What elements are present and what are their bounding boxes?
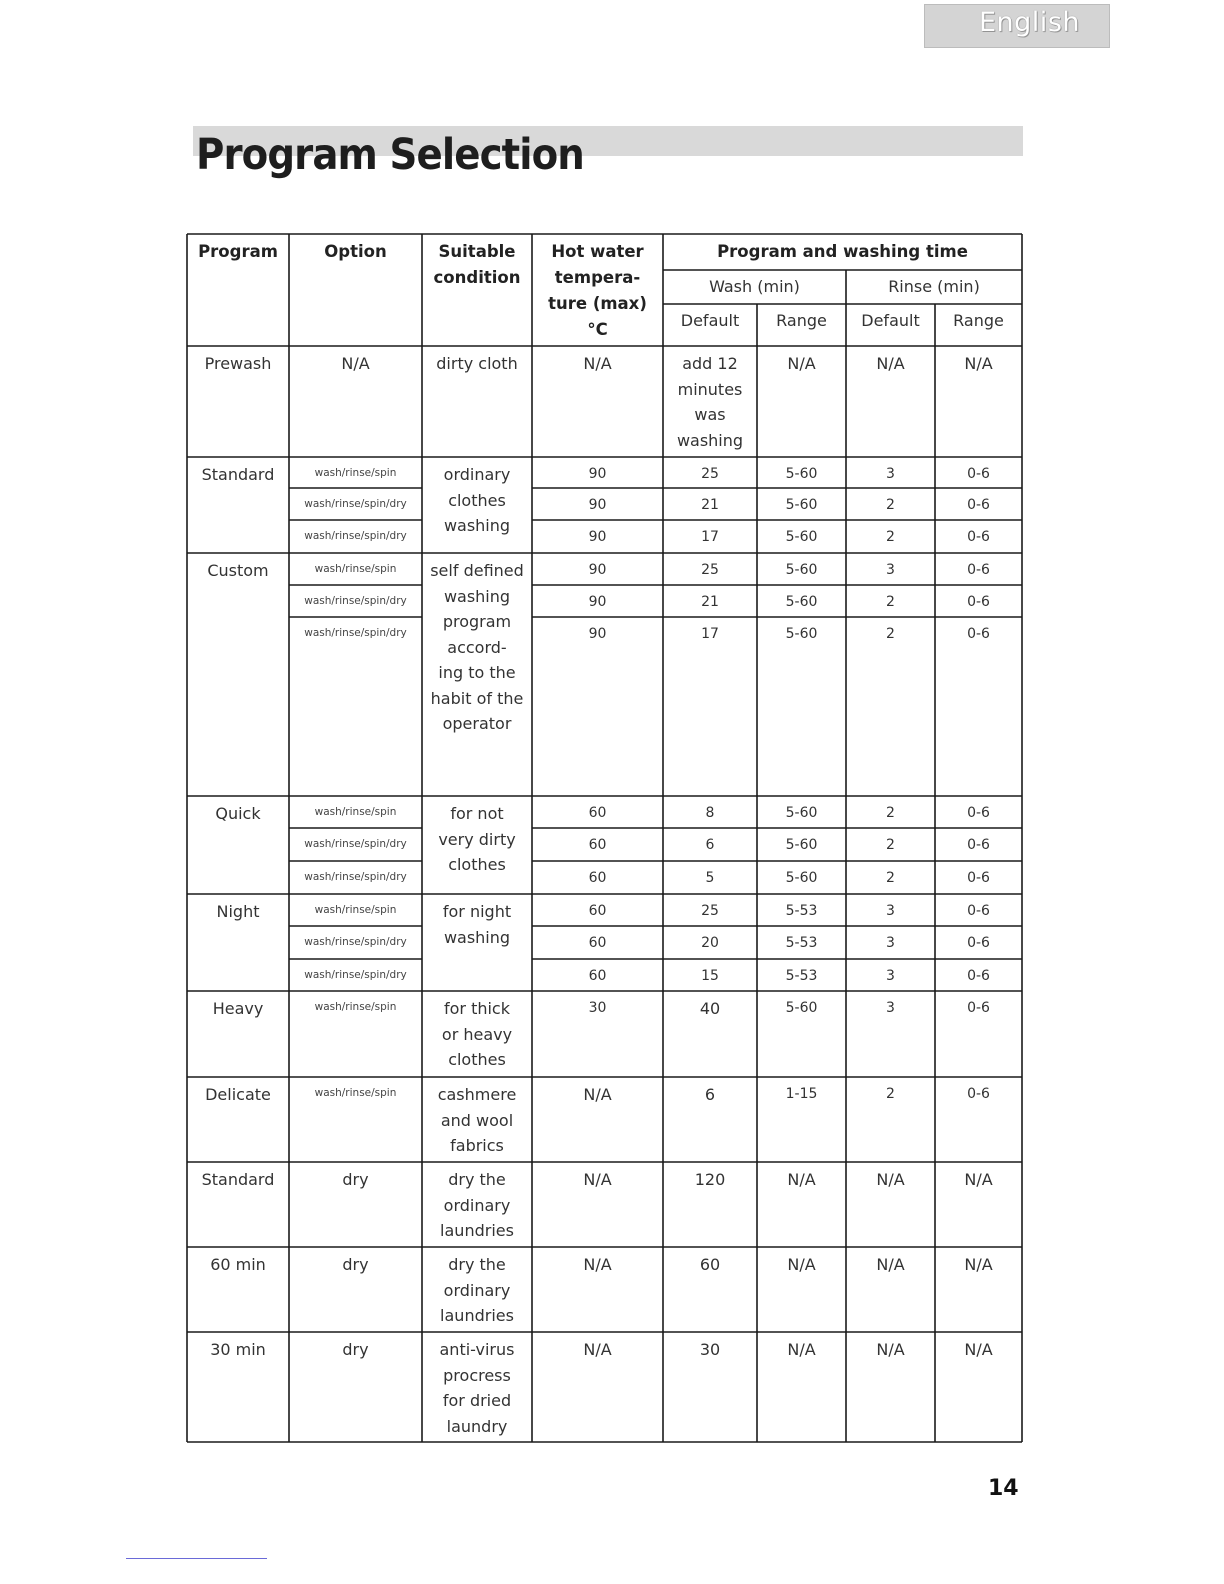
rinse-default-cell: 2 <box>886 529 895 545</box>
program-name: Night <box>216 902 260 921</box>
header-rinse-default: Default <box>861 311 920 330</box>
option-cell: wash/rinse/spin <box>314 904 397 916</box>
wash-default-cell: 21 <box>701 594 719 610</box>
wash-default-cell: 120 <box>694 1170 726 1189</box>
suitable-condition: washing <box>443 927 511 947</box>
hot-water-cell: 60 <box>588 837 607 853</box>
rinse-default-cell: N/A <box>876 354 905 373</box>
suitable-condition: laundries <box>440 1306 514 1325</box>
wash-default-cell: 8 <box>705 805 715 821</box>
header-wash-default: Default <box>680 311 740 330</box>
rinse-range-cell: 0-6 <box>967 529 990 545</box>
suitable-condition: ordinary <box>443 1195 511 1215</box>
wash-default-cell: 25 <box>701 903 719 919</box>
wash-range-cell: 5-60 <box>785 1000 818 1016</box>
wash-range-cell: 5-60 <box>785 497 818 513</box>
header-hot-water: ture (max) <box>548 294 647 313</box>
suitable-condition: for night <box>442 902 512 921</box>
rinse-range-cell: 0-6 <box>967 562 990 578</box>
option-cell: wash/rinse/spin/dry <box>304 838 407 850</box>
suitable-condition: dry the <box>448 1170 506 1189</box>
rinse-range-cell: 0-6 <box>967 805 990 821</box>
wash-range-cell: 5-60 <box>785 870 818 886</box>
rinse-default-cell: N/A <box>876 1255 905 1274</box>
suitable-condition: habit of the <box>430 688 524 708</box>
suitable-condition: clothes <box>448 855 506 874</box>
language-label: English <box>979 7 1080 38</box>
hot-water-cell: 60 <box>588 968 607 984</box>
suitable-condition: anti-virus <box>439 1340 515 1359</box>
hot-water-cell: 90 <box>588 497 607 513</box>
rinse-range-cell: N/A <box>964 354 993 373</box>
rinse-range-cell: 0-6 <box>967 1000 990 1016</box>
suitable-condition: washing <box>443 516 511 535</box>
rinse-range-cell: N/A <box>964 1340 993 1359</box>
option-cell: wash/rinse/spin <box>314 563 397 575</box>
suitable-condition: washing <box>443 586 511 606</box>
wash-default-cell: 17 <box>701 529 719 545</box>
header-rinse: Rinse (min) <box>888 277 980 296</box>
rinse-range-cell: 0-6 <box>967 968 990 984</box>
suitable-condition: very dirty <box>438 829 516 849</box>
program-name: 60 min <box>210 1255 266 1274</box>
wash-default-cell: minutes <box>677 379 743 399</box>
suitable-condition: laundry <box>446 1416 508 1436</box>
program-name: Prewash <box>204 354 272 373</box>
wash-range-cell: 5-60 <box>785 594 818 610</box>
page-number: 14 <box>988 1476 1019 1501</box>
suitable-condition: operator <box>442 714 512 733</box>
wash-default-cell: 21 <box>701 497 719 513</box>
option-cell: wash/rinse/spin/dry <box>304 530 407 542</box>
suitable-condition: dirty cloth <box>436 354 518 373</box>
option-cell: wash/rinse/spin/dry <box>304 936 407 948</box>
rinse-default-cell: 2 <box>886 1086 895 1102</box>
hot-water-cell: N/A <box>583 1255 612 1274</box>
suitable-condition: accord- <box>447 637 507 657</box>
suitable-condition: for dried <box>442 1391 512 1410</box>
rinse-default-cell: 2 <box>886 805 895 821</box>
header-hot-water: tempera- <box>554 268 641 287</box>
header-wash: Wash (min) <box>709 277 800 296</box>
rinse-default-cell: 2 <box>886 594 895 610</box>
suitable-condition: cashmere <box>437 1085 517 1104</box>
program-name: Heavy <box>212 999 264 1018</box>
wash-default-cell: 30 <box>699 1340 721 1359</box>
option-cell: wash/rinse/spin/dry <box>304 969 407 981</box>
rinse-range-cell: 0-6 <box>967 1086 990 1102</box>
wash-default-cell: 6 <box>705 837 715 853</box>
header-program: Program <box>198 242 278 261</box>
rinse-range-cell: 0-6 <box>967 497 990 513</box>
wash-range-cell: 5-60 <box>785 837 818 853</box>
wash-range-cell: 5-60 <box>785 626 818 642</box>
wash-range-cell: 5-60 <box>785 466 818 482</box>
hot-water-cell: N/A <box>583 1340 612 1359</box>
wash-default-cell: was <box>694 405 726 424</box>
rinse-range-cell: 0-6 <box>967 837 990 853</box>
wash-range-cell: N/A <box>787 1255 816 1274</box>
suitable-condition: or heavy <box>441 1024 513 1044</box>
option-cell: wash/rinse/spin <box>314 467 397 479</box>
option-cell: wash/rinse/spin <box>314 1001 397 1013</box>
suitable-condition: for not <box>450 804 504 823</box>
wash-default-cell: 5 <box>705 870 715 886</box>
suitable-condition: dry the <box>448 1255 506 1274</box>
page-title: Program Selection <box>196 130 584 180</box>
wash-range-cell: 5-60 <box>785 562 818 578</box>
wash-default-cell: 15 <box>701 968 719 984</box>
rinse-default-cell: 3 <box>886 968 895 984</box>
option-cell: dry <box>342 1170 369 1189</box>
suitable-condition: laundries <box>440 1221 514 1240</box>
suitable-condition: ordinary <box>443 1280 511 1300</box>
header-wash-range: Range <box>776 311 827 330</box>
hot-water-cell: 90 <box>588 466 607 482</box>
rinse-default-cell: 3 <box>886 466 895 482</box>
option-cell: N/A <box>341 354 370 373</box>
wash-range-cell: N/A <box>787 1340 816 1359</box>
hot-water-cell: N/A <box>583 354 612 373</box>
header-program-time: Program and washing time <box>717 242 968 261</box>
suitable-condition: clothes <box>448 490 506 510</box>
hot-water-cell: 90 <box>588 562 607 578</box>
hot-water-cell: 60 <box>588 805 607 821</box>
header-hot-water: °C <box>587 320 608 339</box>
rinse-range-cell: 0-6 <box>967 466 990 482</box>
hot-water-cell: N/A <box>583 1085 612 1104</box>
program-name: Standard <box>201 1170 275 1189</box>
rinse-range-cell: 0-6 <box>967 870 990 886</box>
rinse-range-cell: 0-6 <box>967 594 990 610</box>
wash-range-cell: 5-60 <box>785 529 818 545</box>
rinse-default-cell: N/A <box>876 1340 905 1359</box>
wash-default-cell: 40 <box>699 999 721 1018</box>
suitable-condition: and wool <box>440 1110 514 1130</box>
rinse-default-cell: N/A <box>876 1170 905 1189</box>
header-hot-water: Hot water <box>551 242 644 261</box>
wash-default-cell: washing <box>676 430 744 450</box>
program-name: 30 min <box>210 1340 266 1359</box>
option-cell: wash/rinse/spin/dry <box>304 627 407 639</box>
wash-range-cell: 5-53 <box>785 968 818 984</box>
rinse-range-cell: 0-6 <box>967 626 990 642</box>
language-tab <box>924 4 1110 48</box>
program-name: Standard <box>201 465 275 484</box>
suitable-condition: procress <box>443 1365 511 1385</box>
wash-default-cell: 25 <box>701 562 719 578</box>
wash-range-cell: 5-53 <box>785 903 818 919</box>
rinse-default-cell: 3 <box>886 903 895 919</box>
rinse-range-cell: 0-6 <box>967 935 990 951</box>
option-cell: wash/rinse/spin <box>314 1087 397 1099</box>
suitable-condition: program <box>442 612 512 631</box>
option-cell: wash/rinse/spin/dry <box>304 595 407 607</box>
rinse-range-cell: N/A <box>964 1255 993 1274</box>
suitable-condition: ordinary <box>443 465 511 484</box>
header-suitable-condition: Suitable <box>438 242 516 261</box>
rinse-default-cell: 3 <box>886 562 895 578</box>
wash-default-cell: 17 <box>701 626 719 642</box>
hot-water-cell: 60 <box>588 870 607 886</box>
rinse-default-cell: 2 <box>886 497 895 513</box>
suitable-condition: for thick <box>443 999 510 1018</box>
hot-water-cell: 30 <box>588 1000 607 1016</box>
suitable-condition: clothes <box>448 1050 506 1069</box>
wash-default-cell: add 12 <box>682 354 738 373</box>
option-cell: wash/rinse/spin <box>314 806 397 818</box>
option-cell: wash/rinse/spin/dry <box>304 498 407 510</box>
header-suitable-condition: condition <box>433 268 521 287</box>
wash-default-cell: 60 <box>699 1255 721 1274</box>
wash-default-cell: 25 <box>701 466 719 482</box>
hot-water-cell: 90 <box>588 529 607 545</box>
wash-default-cell: 6 <box>704 1085 716 1104</box>
suitable-condition: self defined <box>430 561 524 580</box>
program-name: Custom <box>207 561 269 580</box>
header-rinse-range: Range <box>953 311 1004 330</box>
hot-water-cell: 60 <box>588 903 607 919</box>
rinse-default-cell: 2 <box>886 626 895 642</box>
wash-range-cell: N/A <box>787 1170 816 1189</box>
wash-range-cell: 5-53 <box>785 935 818 951</box>
program-name: Quick <box>215 804 261 823</box>
wash-range-cell: 5-60 <box>785 805 818 821</box>
option-cell: dry <box>342 1255 369 1274</box>
header-option: Option <box>324 242 387 261</box>
suitable-condition: fabrics <box>450 1136 504 1155</box>
rinse-default-cell: 2 <box>886 837 895 853</box>
rinse-default-cell: 3 <box>886 1000 895 1016</box>
rinse-default-cell: 2 <box>886 870 895 886</box>
hot-water-cell: N/A <box>583 1170 612 1189</box>
option-cell: wash/rinse/spin/dry <box>304 871 407 883</box>
rinse-default-cell: 3 <box>886 935 895 951</box>
program-name: Delicate <box>205 1085 271 1104</box>
option-cell: dry <box>342 1340 369 1359</box>
rinse-range-cell: 0-6 <box>967 903 990 919</box>
wash-default-cell: 20 <box>701 935 719 951</box>
rinse-range-cell: N/A <box>964 1170 993 1189</box>
hot-water-cell: 60 <box>588 935 607 951</box>
suitable-condition: ing to the <box>438 663 516 682</box>
hot-water-cell: 90 <box>588 626 607 642</box>
footer-rule <box>126 1558 267 1559</box>
hot-water-cell: 90 <box>588 594 607 610</box>
wash-range-cell: 1-15 <box>785 1086 818 1102</box>
wash-range-cell: N/A <box>787 354 816 373</box>
